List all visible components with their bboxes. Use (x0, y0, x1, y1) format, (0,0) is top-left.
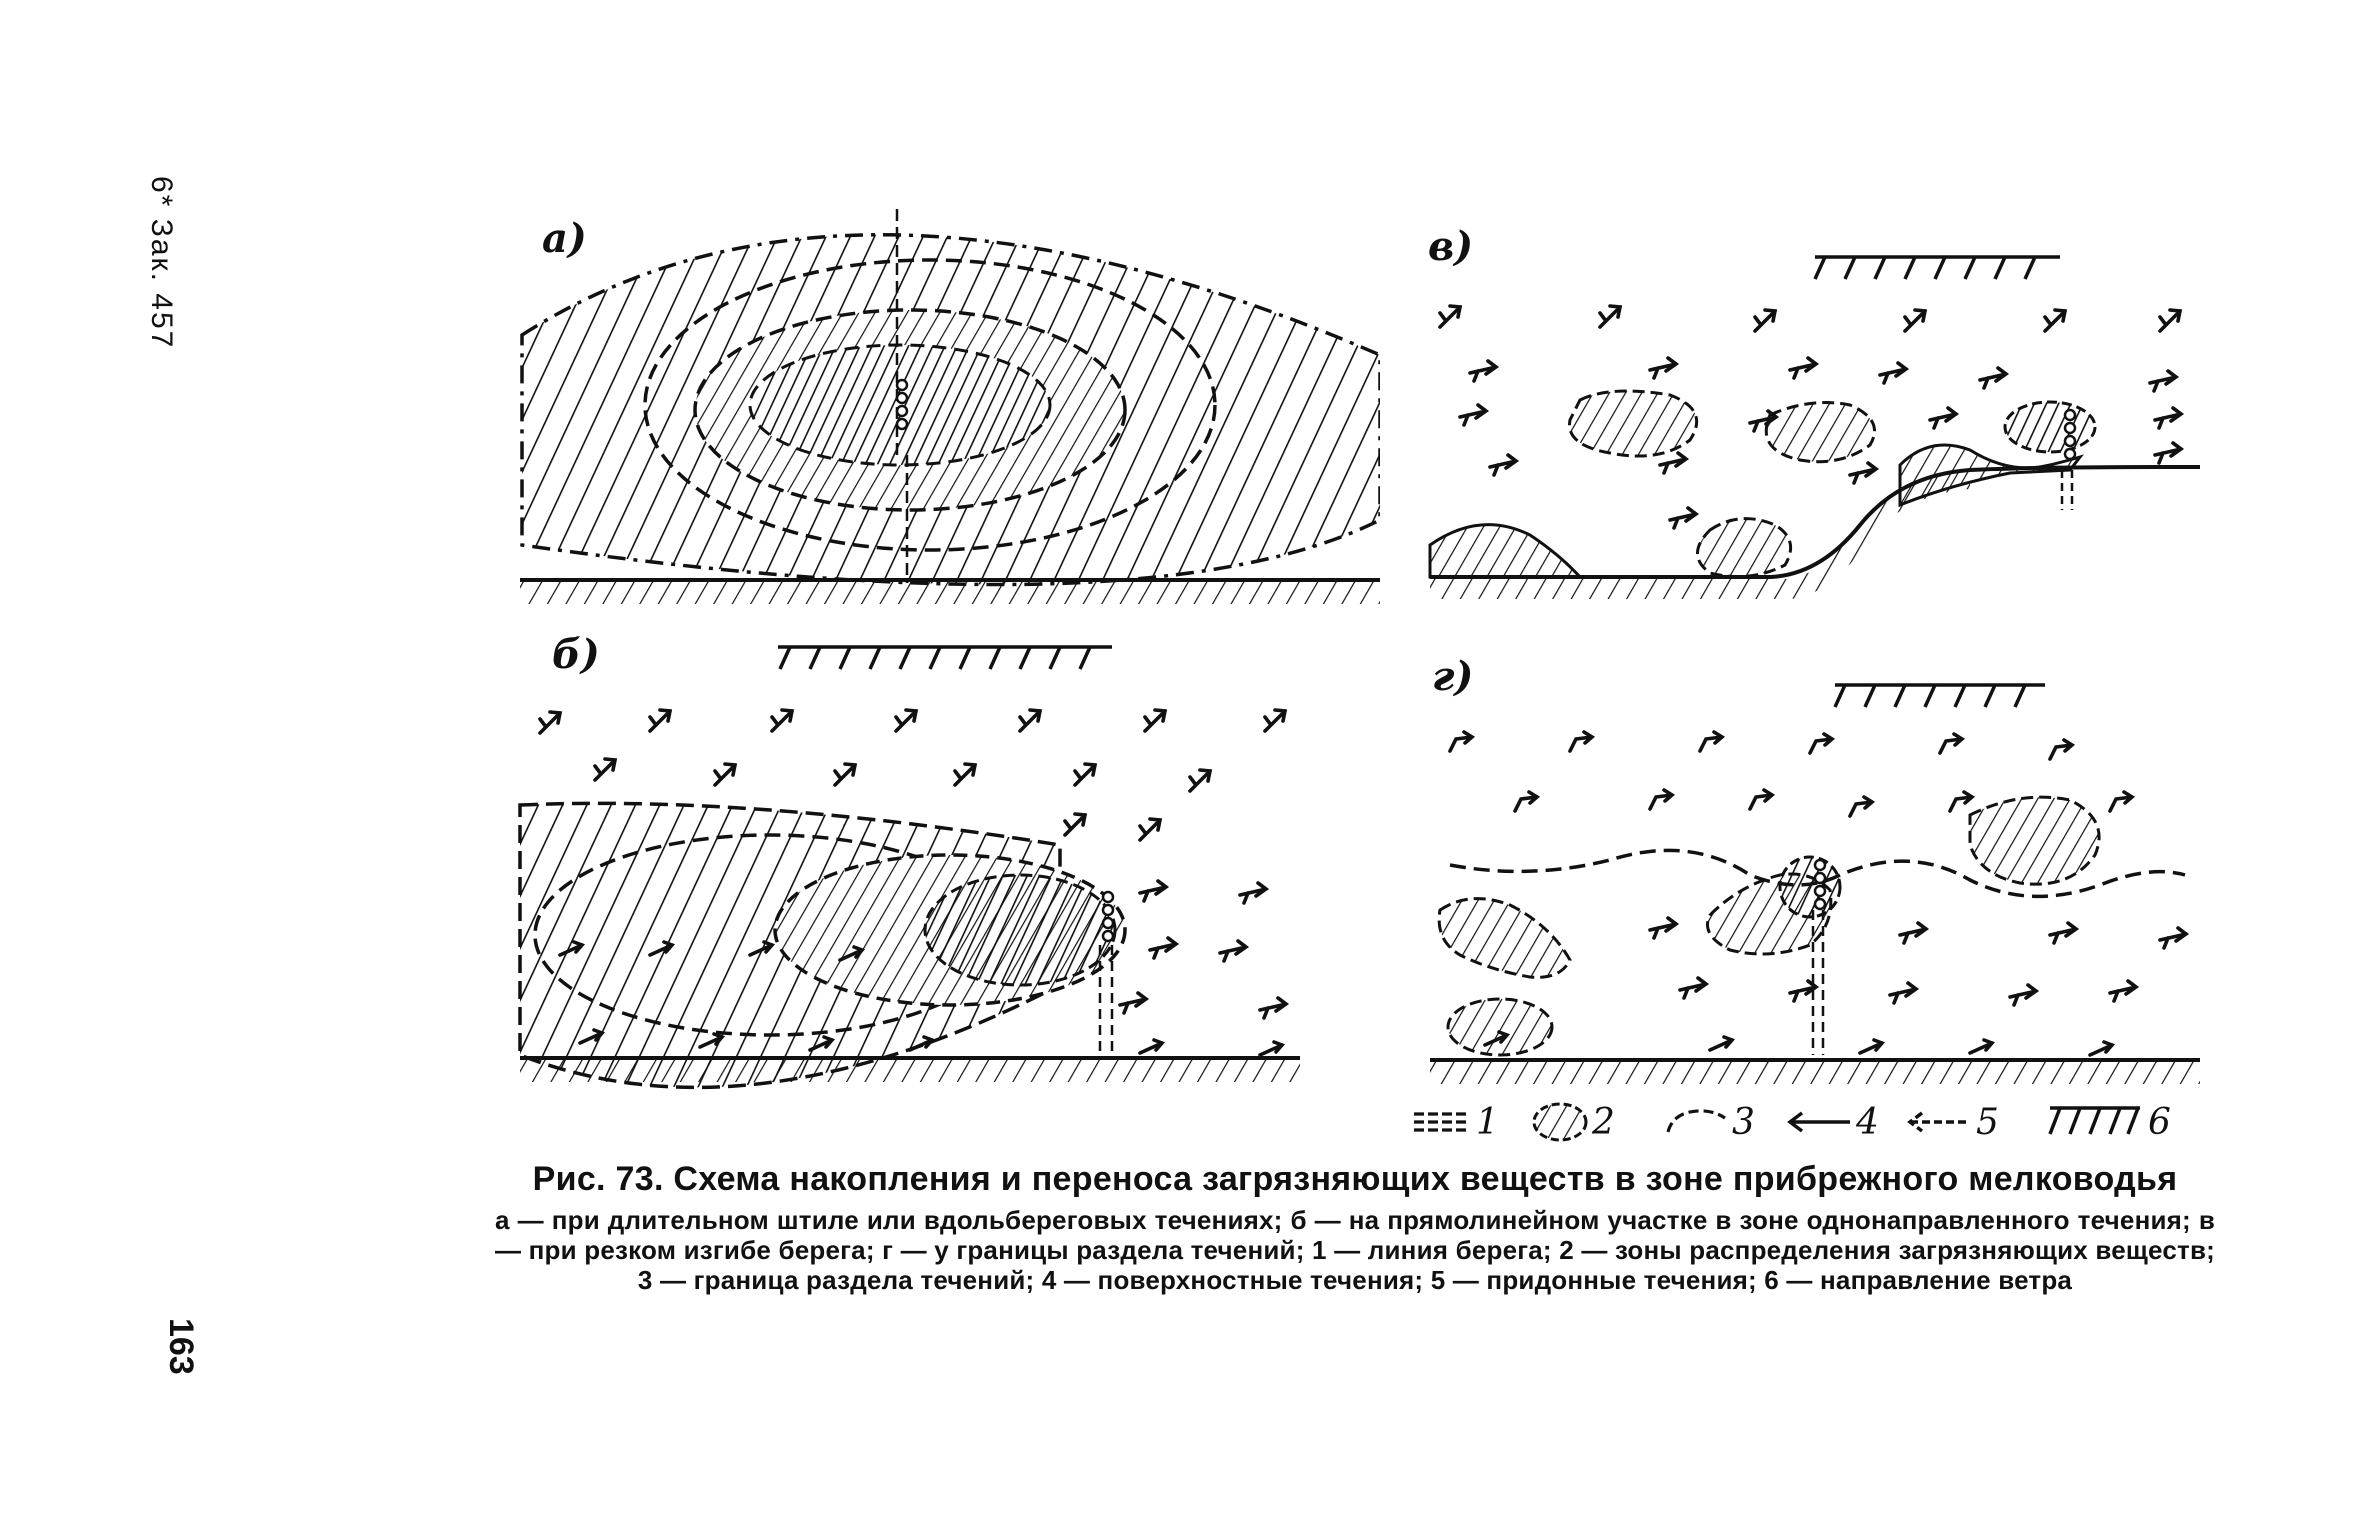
panel-a-label: а) (542, 215, 587, 262)
legend-num-2: 2 (1592, 1102, 1615, 1143)
panel-b-drawing (500, 625, 1340, 1095)
legend-num-3: 3 (1732, 1102, 1755, 1143)
caption-title: Рис. 73. Схема накопления и переноса загрязняющих веществ в зоне прибрежного мелководья (532, 1160, 2178, 1198)
legend-num-4: 4 (1856, 1102, 1879, 1143)
panel-g-drawing (1410, 625, 2200, 1095)
margin-header: 6* Зак. 457 (145, 176, 178, 350)
panel-v-label: в) (1428, 223, 1474, 270)
panel-a (500, 205, 1380, 615)
panel-g (1410, 625, 2200, 1095)
panel-v-drawing (1410, 205, 2200, 615)
wind-direction (1815, 257, 2060, 279)
panel-v (1410, 205, 2200, 615)
caption-body: а — при длительном штиле или вдольбереговых течениях; б — на прямолинейном участке в зоне однонаправленного течения; в — при резком изгибе берега; г — у границы раздела течений; 1 — линия берега; 2 — зоны распределения загрязняющих веществ; 3 — граница раздела течений; 4 — поверхностные течения; 5 — придонные течения; 6 — направление ветра (495, 1205, 2215, 1295)
wind-direction (1835, 685, 2045, 707)
wind-direction (778, 647, 1112, 669)
legend-num-5: 5 (1976, 1102, 1999, 1143)
legend-num-1: 1 (1476, 1102, 1499, 1143)
panel-b-label: б) (552, 631, 600, 678)
figure-caption (495, 1160, 2215, 1295)
panel-g-label: г) (1432, 653, 1474, 700)
panel-a-drawing (500, 205, 1380, 615)
legend-num-6: 6 (2148, 1102, 2171, 1143)
legend (1410, 1096, 2190, 1148)
panel-b (500, 625, 1340, 1095)
legend-symbols (1410, 1096, 2190, 1148)
page-number: 163 (162, 1318, 200, 1375)
